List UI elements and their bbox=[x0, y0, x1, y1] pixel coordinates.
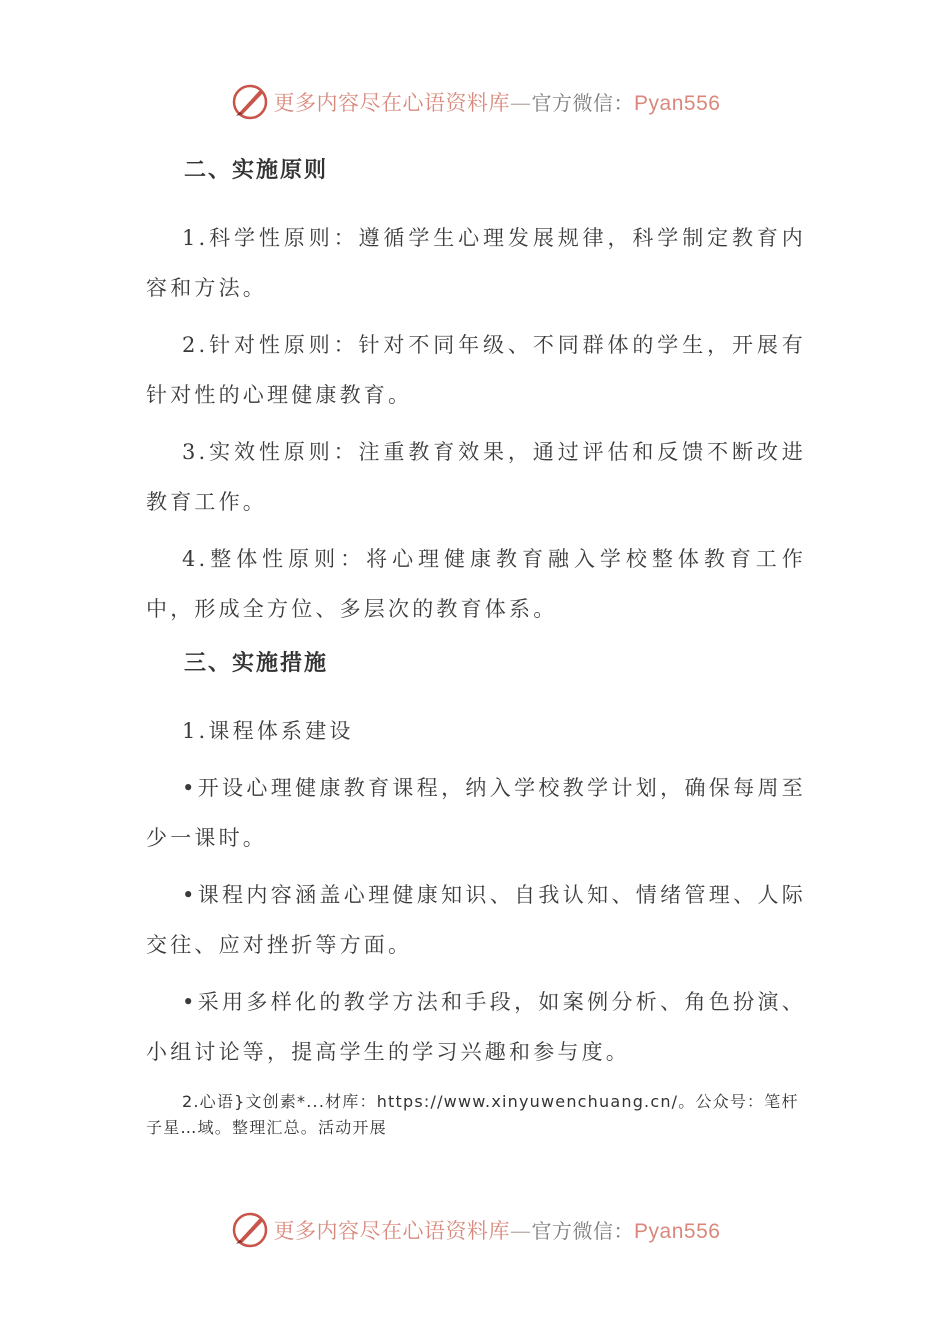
measure-curriculum-title: 1.课程体系建设 bbox=[182, 719, 354, 743]
bullet-course-setup: •开设心理健康教育课程，纳入学校教学计划，确保每周至少一课时。 bbox=[146, 776, 806, 850]
section-heading-measures: 三、实施措施 bbox=[184, 651, 329, 676]
bullet-teaching-methods: •采用多样化的教学方法和手段，如案例分析、角色扮演、小组讨论等，提高学生的学习兴趣和参与度。 bbox=[146, 990, 806, 1064]
header-banner bbox=[0, 80, 950, 124]
principle-scientific: 1.科学性原则：遵循学生心理发展规律，科学制定教育内容和方法。 bbox=[146, 226, 806, 300]
quill-pen-logo-icon bbox=[230, 82, 270, 122]
quill-pen-logo-icon bbox=[230, 1210, 270, 1250]
bullet-course-content: •课程内容涵盖心理健康知识、自我认知、情绪管理、人际交往、应对挫折等方面。 bbox=[146, 883, 806, 957]
principle-targeted: 2.针对性原则：针对不同年级、不同群体的学生，开展有针对性的心理健康教育。 bbox=[146, 333, 806, 407]
banner-slogan: 更多内容尽在心语资料库—官方微信：Pyan556 bbox=[273, 1219, 721, 1243]
section-heading-principles: 二、实施原则 bbox=[184, 158, 329, 183]
banner-slogan: 更多内容尽在心语资料库—官方微信：Pyan556 bbox=[273, 91, 721, 115]
footer-banner bbox=[0, 1208, 950, 1252]
principle-effective: 3.实效性原则：注重教育效果，通过评估和反馈不断改进教育工作。 bbox=[146, 440, 806, 514]
principle-holistic: 4.整体性原则：将心理健康教育融入学校整体教育工作中，形成全方位、多层次的教育体系。 bbox=[146, 547, 806, 621]
source-note: 2.心语}文创素*...材库：https://www.xinyuwenchuang.cn/。公众号：笔杆子星…域。整理汇总。活动开展 bbox=[146, 1092, 799, 1137]
document-body bbox=[146, 148, 806, 1141]
